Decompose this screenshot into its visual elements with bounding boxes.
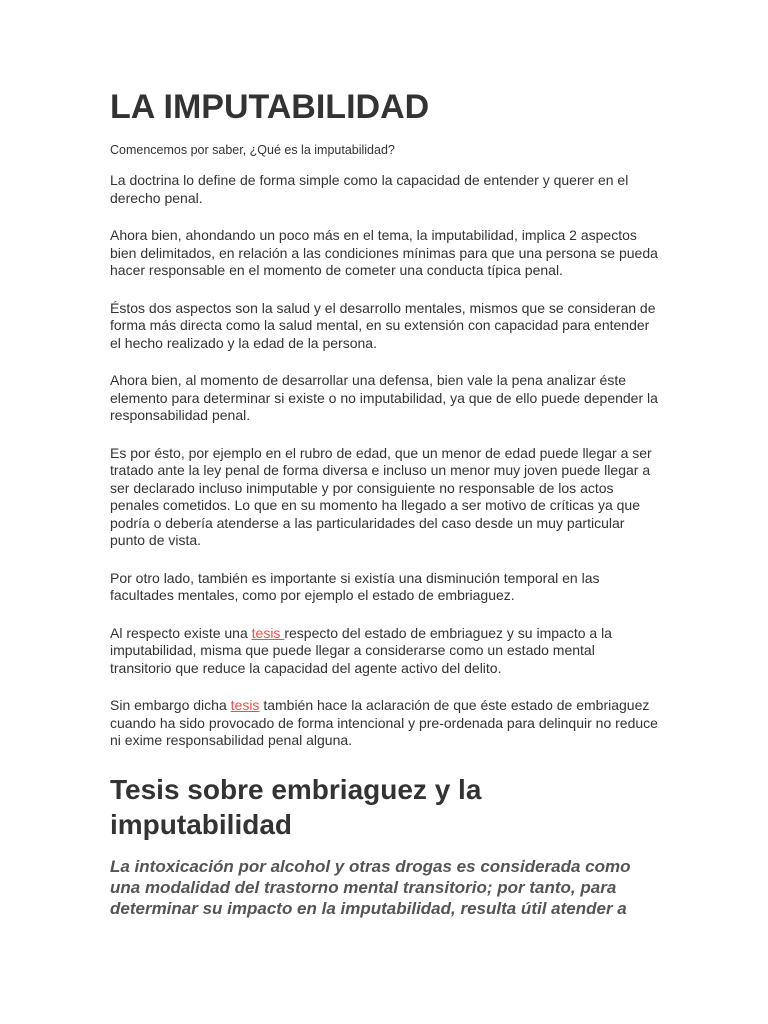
paragraph-intoxication: Por otro lado, también es importante si existía una disminución temporal en las facultades mentales, como por ejemplo el estado de embriaguez.: [110, 569, 600, 603]
paragraph-minors: Es por ésto, por ejemplo en el rubro de edad, que un menor de edad puede llegar a ser tratado ante la ley penal de forma diversa e incluso un menor muy joven puede llegar a ser declarado incluso inimputable y por consiguiente no responsable de los actos penales cometidos. Lo que en su momento ha llegado a ser motivo de críticas ya que podría o debería atenderse a las particularidades del caso desde un muy particular punto de vista.: [110, 444, 652, 548]
quote-text: La intoxicación por alcohol y otras drogas es considerada como una modalidad del trastorno mental transitorio; por tanto, para determinar su impacto en la imputabilidad, resulta útil atender a: [110, 856, 631, 918]
paragraph-defense: Ahora bien, al momento de desarrollar una defensa, bien vale la pena analizar éste elemento para determinar si existe o no imputabilidad, ya que de ello puede depender la responsabilidad penal.: [110, 372, 658, 423]
paragraph-text: Al respecto existe una: [110, 624, 252, 641]
page-title: LA IMPUTABILIDAD: [110, 88, 430, 126]
section-heading: Tesis sobre embriaguez y la imputabilidad: [110, 773, 482, 840]
paragraph-aspects: Ahora bien, ahondando un poco más en el tema, la imputabilidad, implica 2 aspectos bien delimitados, en relación a las condiciones mínimas para que una persona se pueda hacer responsable en el momento de cometer una conducta típica penal.: [110, 227, 658, 278]
paragraph-tesis-reference: [110, 625, 658, 678]
paragraph-tesis-clarification: [110, 697, 658, 750]
tesis-link[interactable]: tesis: [230, 697, 260, 713]
paragraph-definition: La doctrina lo define de forma simple como la capacidad de entender y querer en el derecho penal.: [110, 172, 629, 206]
intro-question: Comencemos por saber, ¿Qué es la imputabilidad?: [110, 143, 395, 157]
paragraph-text: respecto del estado de embriaguez y su impacto a la imputabilidad, misma que puede llegar a considerarse como un estado mental transitorio que reduce la capacidad del agente activo del delito.: [110, 624, 612, 676]
tesis-link[interactable]: tesis: [251, 624, 285, 641]
document-page: [110, 86, 658, 919]
paragraph-text: también hace la aclaración de que éste estado de embriaguez cuando ha sido provocado de forma intencional y pre-ordenada para delinquir no reduce ni exime responsabilidad penal alguna.: [110, 697, 658, 748]
paragraph-mental-health: Éstos dos aspectos son la salud y el desarrollo mentales, mismos que se consideran de forma más directa como la salud mental, en su extensión con capacidad para entender el hecho realizado y la edad de la persona.: [110, 299, 656, 351]
paragraph-text: Sin embargo dicha: [110, 697, 231, 713]
